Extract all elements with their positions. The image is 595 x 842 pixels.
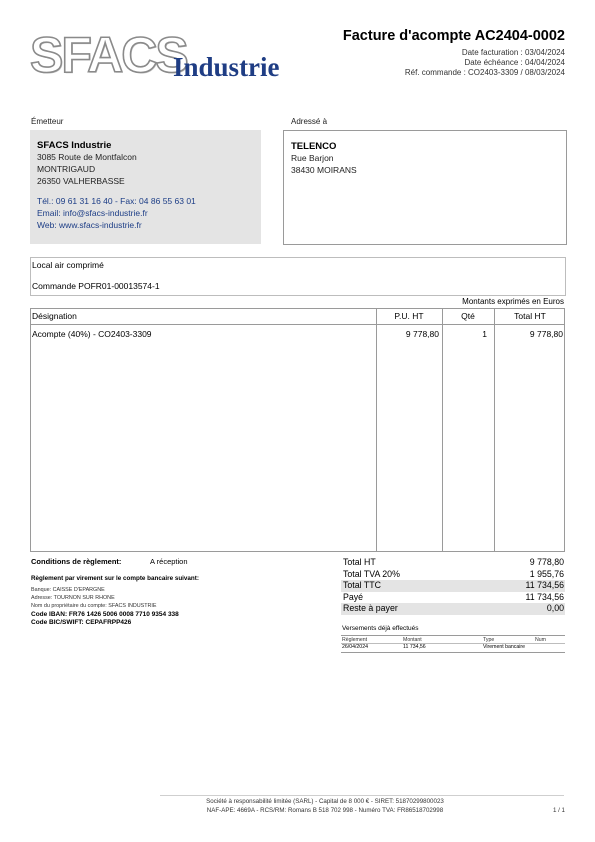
recipient-label: Adressé à <box>291 117 328 126</box>
total-value: 0,00 <box>546 603 564 613</box>
emitter-address-line: 26350 VALHERBASSE <box>37 176 125 186</box>
emitter-address-line: 3085 Route de Montfalcon <box>37 152 137 162</box>
payment-amount: 11 734,56 <box>403 644 426 650</box>
header-quantity: Qté <box>461 311 475 321</box>
page-number: 1 / 1 <box>552 807 565 814</box>
footer-legal-line: Société à responsabilité limitée (SARL) - Capital de 8 000 € - SIRET: 51870299800023 <box>206 798 444 805</box>
payments-header-type: Type <box>483 637 495 643</box>
emitter-box <box>30 130 261 244</box>
note-line: Commande POFR01-00013574-1 <box>32 281 160 291</box>
items-table <box>30 308 565 552</box>
header-divider <box>31 324 564 325</box>
recipient-name: TELENCO <box>291 141 337 152</box>
payment-type: Virement bancaire <box>483 644 526 650</box>
footer-divider <box>160 795 564 796</box>
total-row <box>341 603 565 615</box>
row-designation: Acompte (40%) - CO2403-3309 <box>32 329 152 339</box>
bank-address: Adresse: TOURNON SUR RHONE <box>31 595 115 601</box>
total-value: 9 778,80 <box>529 557 564 567</box>
emitter-name: SFACS Industrie <box>37 140 112 151</box>
payments-header-date: Règlement <box>342 637 368 643</box>
payments-divider <box>341 643 565 644</box>
order-reference: Réf. commande : CO2403-3309 / 08/03/2024 <box>404 68 565 77</box>
payments-header-amount: Montant <box>403 637 422 643</box>
iban: Code IBAN: FR76 1426 5006 0008 7710 9354 338 <box>31 611 179 618</box>
totals-block <box>341 557 565 615</box>
total-row <box>341 569 565 581</box>
header-designation: Désignation <box>32 311 77 321</box>
total-value: 11 734,56 <box>525 591 564 602</box>
logo-wordmark: SFACS <box>30 27 187 83</box>
total-value: 11 734,56 <box>525 580 564 590</box>
notes-box <box>30 257 566 296</box>
currency-note: Montants exprimés en Euros <box>462 297 564 306</box>
bank-name: Banque: CAISSE D'EPARGNE <box>31 587 105 593</box>
invoice-title: Facture d'acompte AC2404-0002 <box>342 28 565 44</box>
emitter-label: Émetteur <box>31 117 64 126</box>
recipient-box <box>283 130 567 245</box>
bic: Code BIC/SWIFT: CEPAFRPP426 <box>31 619 132 626</box>
row-quantity: 1 <box>482 329 487 339</box>
payments-table <box>341 635 565 653</box>
payments-header-num: Num <box>535 637 546 643</box>
column-divider <box>376 309 377 551</box>
header-total: Total HT <box>514 311 546 321</box>
column-divider <box>494 309 495 551</box>
total-label: Total HT <box>343 557 376 567</box>
transfer-title: Règlement par virement sur le compte bancaire suivant: <box>31 575 199 582</box>
payment-terms-label: Conditions de règlement: <box>31 557 122 566</box>
column-divider <box>442 309 443 551</box>
total-label: Total TTC <box>343 580 381 590</box>
total-label: Payé <box>343 591 364 602</box>
due-date: Date échéance : 04/04/2024 <box>464 58 565 67</box>
note-line: Local air comprimé <box>32 260 104 270</box>
total-label: Reste à payer <box>343 603 398 613</box>
total-value: 1 955,76 <box>529 568 564 579</box>
payment-terms-value: A réception <box>150 557 188 566</box>
emitter-phone: Tél.: 09 61 31 16 40 - Fax: 04 86 55 63 01 <box>37 196 196 206</box>
recipient-address-line: Rue Barjon <box>291 153 334 163</box>
footer-legal-line: NAF-APE: 4669A - RCS/RM: Romans B 518 702 998 - Numéro TVA: FR86518702998 <box>206 807 444 814</box>
emitter-email[interactable]: Email: info@sfacs-industrie.fr <box>37 208 148 218</box>
row-unit-price: 9 778,80 <box>405 329 439 339</box>
payments-title: Versements déjà effectués <box>342 625 419 632</box>
account-owner: Nom du propriétaire du compte: SFACS INDUSTRIE <box>31 603 157 609</box>
emitter-website[interactable]: Web: www.sfacs-industrie.fr <box>37 220 142 230</box>
company-logo <box>30 27 290 90</box>
row-total: 9 778,80 <box>529 329 563 339</box>
total-label: Total TVA 20% <box>343 568 400 579</box>
payment-date: 26/04/2024 <box>342 644 368 650</box>
logo-subtitle: Industrie <box>173 52 280 82</box>
invoice-date: Date facturation : 03/04/2024 <box>461 48 565 57</box>
total-row <box>341 592 565 604</box>
emitter-address-line: MONTRIGAUD <box>37 164 96 174</box>
total-row <box>341 580 565 592</box>
header-unit-price: P.U. HT <box>394 311 424 321</box>
total-row <box>341 557 565 569</box>
recipient-address-line: 38430 MOIRANS <box>291 165 357 175</box>
